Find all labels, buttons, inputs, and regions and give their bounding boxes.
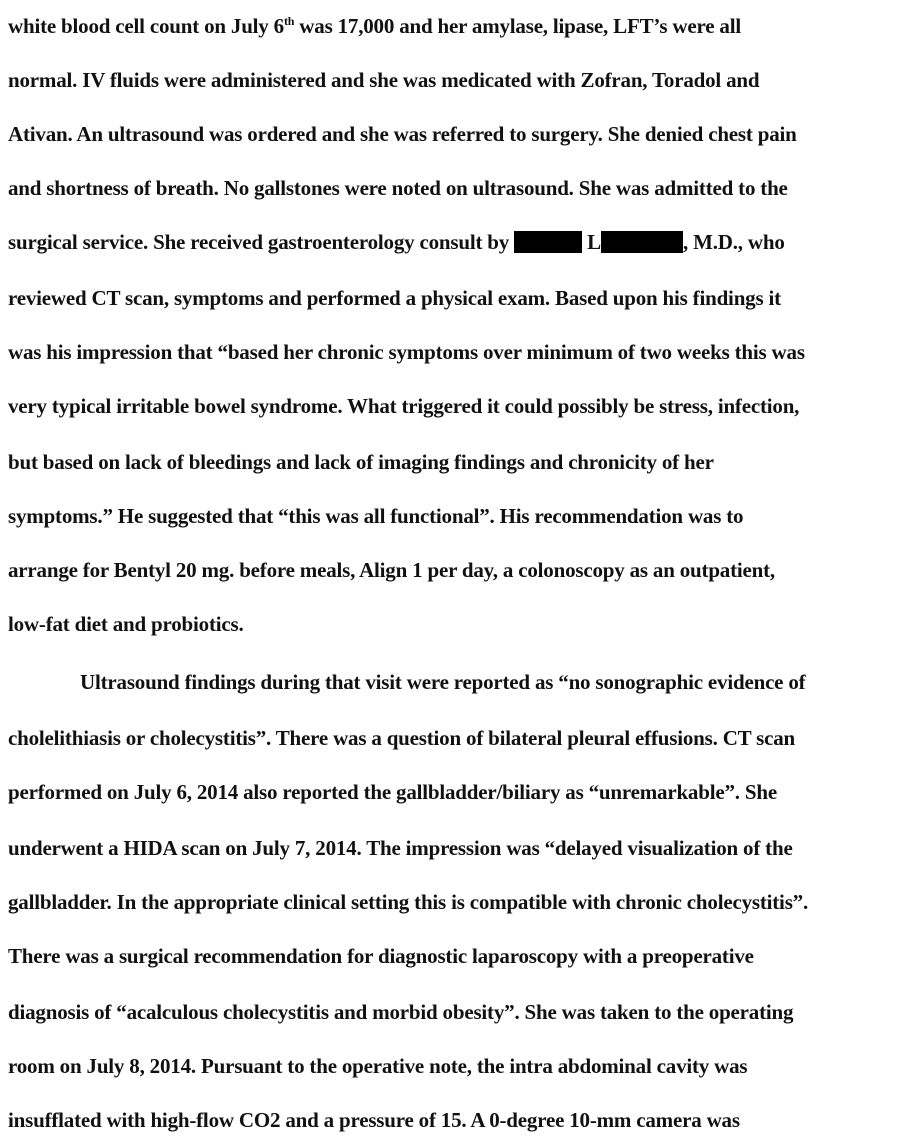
text-line [8,230,785,255]
text-line: There was a surgical recommendation for diagnostic laparoscopy with a preoperative [8,944,754,968]
text-span: L [582,230,601,254]
text-line: Ativan. An ultrasound was ordered and she was referred to surgery. She denied chest pain [8,122,797,146]
text-line: low-fat diet and probiotics. [8,612,244,636]
text-line: underwent a HIDA scan on July 7, 2014. The impression was “delayed visualization of the [8,836,793,860]
text-line: was his impression that “based her chronic symptoms over minimum of two weeks this was [8,340,805,364]
text-line: arrange for Bentyl 20 mg. before meals, Align 1 per day, a colonoscopy as an outpatient, [8,558,775,582]
text-span: was 17,000 and her amylase, lipase, LFT’s were all [294,14,741,38]
text-line: gallbladder. In the appropriate clinical setting this is compatible with chronic cholecystitis”. [8,890,809,914]
redaction-block [601,231,683,253]
text-line: room on July 8, 2014. Pursuant to the operative note, the intra abdominal cavity was [8,1054,748,1078]
text-line: and shortness of breath. No gallstones were noted on ultrasound. She was admitted to the [8,176,788,200]
text-line: cholelithiasis or cholecystitis”. There was a question of bilateral pleural effusions. CT scan [8,726,796,750]
text-line: Ultrasound findings during that visit were reported as “no sonographic evidence of [80,670,806,694]
text-line: normal. IV fluids were administered and she was medicated with Zofran, Toradol and [8,68,760,92]
text-line: reviewed CT scan, symptoms and performed a physical exam. Based upon his findings it [8,286,781,310]
text-span: , M.D., who [682,230,785,254]
text-line: diagnosis of “acalculous cholecystitis and morbid obesity”. She was taken to the operating [8,1000,794,1024]
text-line: performed on July 6, 2014 also reported the gallbladder/biliary as “unremarkable”. She [8,780,777,804]
text-line: very typical irritable bowel syndrome. What triggered it could possibly be stress, infection, [8,394,800,418]
text-span: surgical service. She received gastroenterology consult by [8,230,515,254]
text-line [8,14,741,39]
text-line: symptoms.” He suggested that “this was all functional”. His recommendation was to [8,504,744,528]
text-line: insufflated with high-flow CO2 and a pressure of 15. A 0-degree 10-mm camera was [8,1108,740,1132]
redaction-block [514,231,582,253]
superscript: th [283,14,295,28]
text-line: but based on lack of bleedings and lack of imaging findings and chronicity of her [8,450,714,474]
text-span: white blood cell count on July 6 [8,14,284,38]
